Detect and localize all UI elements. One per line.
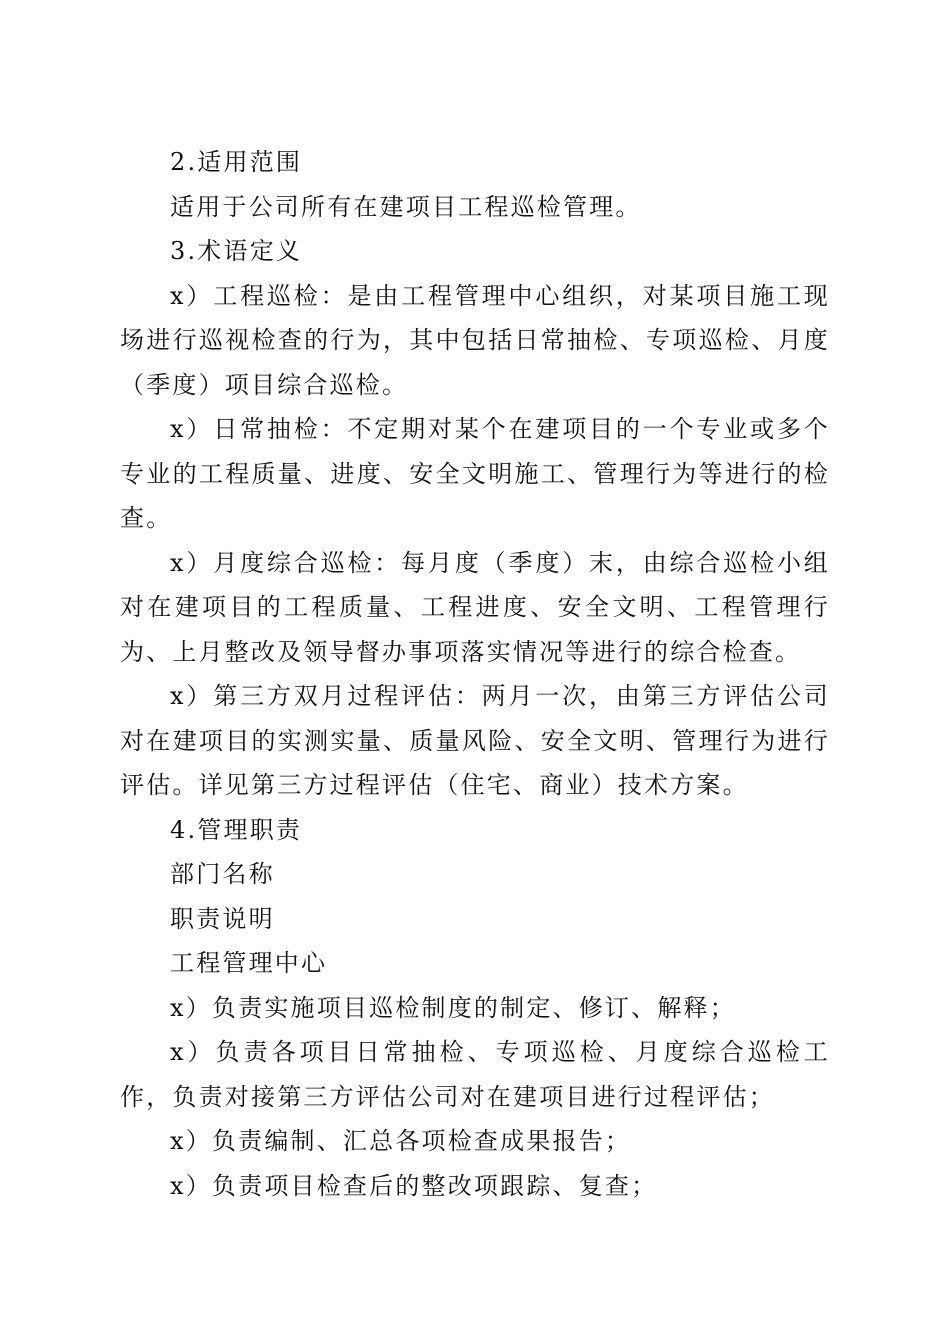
document-page — [120, 140, 830, 1208]
duty-item: x）负责实施项目巡检制度的制定、修订、解释； — [170, 993, 736, 1022]
definition-inspection: x）工程巡检：是由工程管理中心组织，对某项目施工现场进行巡视检查的行为，其中包括日常抽检、专项巡检、月度（季度）项目综合巡检。 — [120, 281, 830, 399]
column-department-name: 部门名称 — [170, 860, 275, 888]
definition-third-party-assessment: x）第三方双月过程评估：两月一次，由第三方评估公司对在建项目的实测实量、质量风险、安全文明、管理行为进行评估。详见第三方过程评估（住宅、商业）技术方案。 — [120, 682, 830, 799]
definition-monthly-inspection: x）月度综合巡检：每月度（季度）末，由综合巡检小组对在建项目的工程质量、工程进度、安全文明、工程管理行为、上月整改及领导督办事项落实情况等进行的综合检查。 — [120, 548, 830, 666]
section-4-heading: 4.管理职责 — [170, 815, 303, 844]
section-2-text: 适用于公司所有在建项目工程巡检管理。 — [170, 192, 642, 221]
department-engineering-center: 工程管理中心 — [170, 949, 328, 977]
section-3-heading: 3.术语定义 — [170, 237, 303, 265]
section-2-heading: 2.适用范围 — [170, 148, 303, 176]
column-duty-description: 职责说明 — [170, 904, 275, 933]
duty-item: x）负责项目检查后的整改项跟踪、复查； — [170, 1171, 658, 1200]
duty-item: x）负责编制、汇总各项检查成果报告； — [170, 1127, 632, 1155]
definition-daily-check: x）日常抽检：不定期对某个在建项目的一个专业或多个专业的工程质量、进度、安全文明施工、管理行为等进行的检查。 — [120, 415, 830, 532]
duty-item: x）负责各项目日常抽检、专项巡检、月度综合巡检工作，负责对接第三方评估公司对在建项目进行过程评估； — [120, 1038, 830, 1111]
